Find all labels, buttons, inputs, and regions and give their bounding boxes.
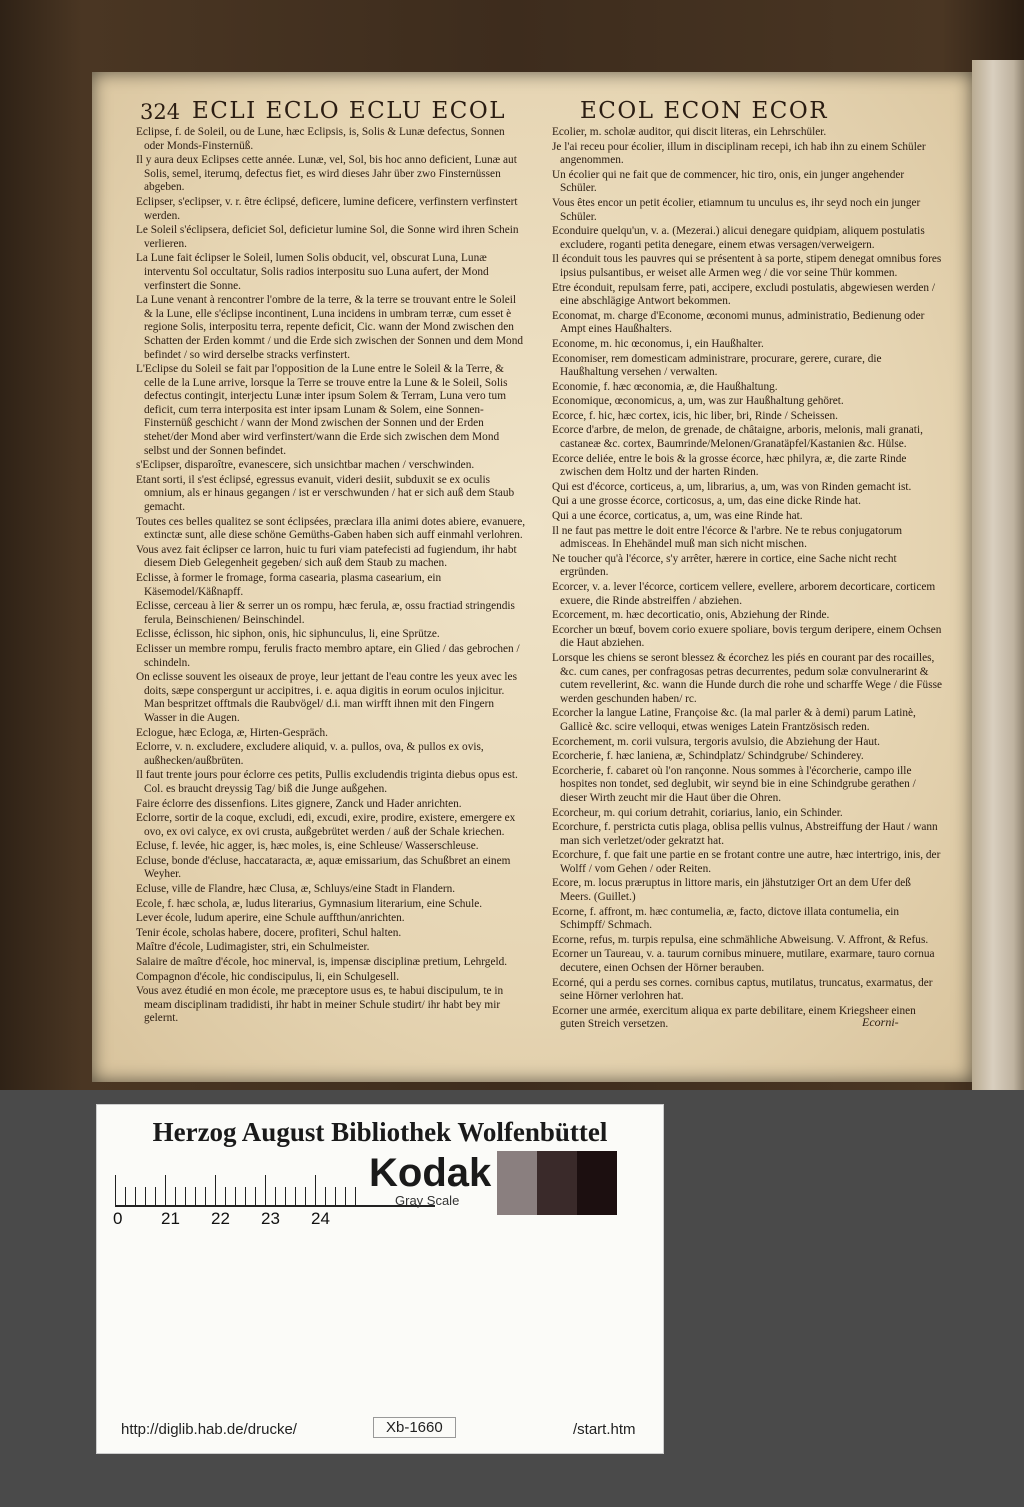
dictionary-entry: Ecorcher un bœuf, bovem corio exuere spoliare, bovis tergum deripere, einem Ochsen die Haut abziehen. xyxy=(552,623,942,650)
scale-tick xyxy=(255,1187,256,1205)
dictionary-entry: Faire éclorre des dissenfions. Lites gignere, Zanck und Hader anrichten. xyxy=(136,797,462,810)
dictionary-entry: Il ne faut pas mettre le doit entre l'écorce & l'arbre. Ne te rebus conjugatorum admisceas. In Ehehändel muß man sich nicht mischen. xyxy=(552,524,903,551)
scale-number: 21 xyxy=(161,1209,180,1228)
dictionary-entry: Economat, m. charge d'Econome, œconomi munus, administratio, Bedienung oder Ampt eines Haußhalters. xyxy=(552,309,925,336)
scale-tick xyxy=(215,1175,216,1205)
scale-number: 23 xyxy=(261,1209,280,1228)
dictionary-entry: Eclorre, sortir de la coque, excludi, edi, excudi, exire, prodire, existere, emergere ex ovo, ex ovi calyce, ex ovi crusta, außgebrütet werden / auß der Schale kriechen. xyxy=(136,812,516,838)
dictionary-entry: Ecorne, f. affront, m. hæc contumelia, æ, facto, dictove illata contumelia, ein Schimpff/ Schmach. xyxy=(552,905,900,932)
scale-tick xyxy=(175,1187,176,1205)
left-dictionary-column xyxy=(136,126,526,1027)
dictionary-entry: On eclisse souvent les oiseaux de proye, leur jettant de l'eau contre les yeux avec les doits, sæpe conspergunt ur accipitres, i. e. aqua digitis in eorum oculos injicitur. Man bespritzet offtmals die Raubvögel/ d.i. man wirfft ihnen mit den Fingern Wasser in die Augen. xyxy=(136,671,517,724)
library-url: http://diglib.hab.de/drucke/ xyxy=(121,1421,297,1438)
right-dictionary-column xyxy=(552,126,942,1033)
scale-tick xyxy=(165,1175,166,1205)
scale-tick xyxy=(205,1187,206,1205)
dictionary-entry: Ecore, m. locus præruptus in littore maris, ein jähstutziger Ort an dem Ufer deß Meers. (Guillet.) xyxy=(552,877,911,904)
scale-tick xyxy=(125,1187,126,1205)
scale-tick xyxy=(115,1175,116,1205)
dictionary-entry: La Lune venant à rencontrer l'ombre de la terre, & la terre se trouvant entre le Soleil & la Lune, elle s'éclipse incontinent, Luna incidens in umbram terræ, cum esset è regione Solis, interpositu terra, repente deficit, Cic. wann der Mond zwischen den Schatten der Erden kommt / und die Erde sich zwischen der Sonnen und dem Mond befindet / so wird derselbe stracks verfinstert. xyxy=(136,294,523,361)
dictionary-entry: Toutes ces belles qualitez se sont éclipsées, præclara illa animi dotes abiere, evanuere, extinctæ sunt, alle diese schöne Gemüths-Gaben haben sich auff einmahl verlohren. xyxy=(136,515,526,542)
page-number: 324 xyxy=(140,100,181,124)
gray-swatch-dark xyxy=(537,1151,577,1215)
dictionary-entry: Ecorchement, m. corii vulsura, tergoris avulsio, die Abziehung der Haut. xyxy=(552,735,880,748)
dictionary-entry: Il faut trente jours pour éclorre ces petits, Pullis excludendis triginta diebus opus est. Col. es braucht dreyssig Tag/ biß die Junge außgehen. xyxy=(136,769,518,795)
dictionary-entry: Economique, œconomicus, a, um, was zur Haußhaltung gehöret. xyxy=(552,395,844,408)
dictionary-entry: Economiser, rem domesticam administrare, procurare, gerere, curare, die Haußhaltung versehen / verwalten. xyxy=(552,352,882,379)
dictionary-entry: Ecorcement, m. hæc decorticatio, onis, Abziehung der Rinde. xyxy=(552,609,830,622)
dictionary-entry: Qui est d'écorce, corticeus, a, um, librarius, a, um, was von Rinden gemacht ist. xyxy=(552,480,912,493)
scale-tick xyxy=(295,1187,296,1205)
dictionary-entry: Ecorce d'arbre, de melon, de grenade, de châtaigne, arboris, melonis, mali granati, castaneæ &c. cortex, Baumrinde/Melonen/Granatäpfel/Kastanien &c. Hülse. xyxy=(552,424,923,451)
dictionary-entry: Ecorce, f. hic, hæc cortex, icis, hic liber, bri, Rinde / Scheissen. xyxy=(552,409,838,422)
scale-number: 24 xyxy=(311,1209,330,1228)
scale-tick xyxy=(185,1187,186,1205)
scale-tick xyxy=(245,1187,246,1205)
url-row xyxy=(97,1415,663,1445)
dictionary-entry: La Lune fait éclipser le Soleil, lumen Solis obducit, vel, obscurat Luna, Lunæ interventu Sol occultatur, Solis radios interpositu suo Luna aufert, der Mond verfinstert die Sonne. xyxy=(136,252,489,292)
dictionary-entry: Ecorcer, v. a. lever l'écorce, corticem vellere, evellere, arborem decorticare, corticem exuere, die Rinde abstreiffen / abziehen. xyxy=(552,581,936,607)
shelfmark: Xb-1660 xyxy=(373,1417,456,1438)
dictionary-entry: Eclisse, cerceau à lier & serrer un os rompu, hæc ferula, æ, ossu fractiad stringendis ferula, Beinschienen/ Beinschindel. xyxy=(136,600,515,626)
scale-number: 0 xyxy=(113,1209,123,1228)
dictionary-entry: Vous êtes encor un petit écolier, etiamnum tu unculus es, ihr seyd noch ein junger Schüler. xyxy=(552,196,921,223)
scale-tick xyxy=(315,1175,316,1205)
dictionary-entry: Ecluse, f. levée, hic agger, is, hæc moles, is, eine Schleuse/ Wasserschleuse. xyxy=(136,840,479,853)
scale-tick xyxy=(305,1187,306,1205)
dictionary-entry: Maître d'école, Ludimagister, stri, ein Schulmeister. xyxy=(136,941,370,954)
scale-tick xyxy=(335,1187,336,1205)
scale-tick xyxy=(135,1187,136,1205)
scale-tick xyxy=(275,1187,276,1205)
dictionary-entry: Eclisse, à former le fromage, forma casearia, plasma casearium, ein Käsemodel/Käßnapff. xyxy=(136,572,442,598)
scale-tick xyxy=(145,1187,146,1205)
dictionary-entry: Ecorne, refus, m. turpis repulsa, eine schmähliche Abweisung. V. Affront, & Refus. xyxy=(552,933,929,946)
dictionary-entry: Ecorce deliée, entre le bois & la grosse écorce, hæc philyra, æ, die zarte Rinde zwischen dem Holtz und der harten Rinden. xyxy=(552,452,907,479)
scale-tick xyxy=(195,1187,196,1205)
dictionary-entry: Ecolier, m. scholæ auditor, qui discit literas, ein Lehrschüler. xyxy=(552,126,827,138)
dictionary-entry: Je l'ai receu pour écolier, illum in disciplinam recepi, ich hab ihn zu einem Schüler angenommen. xyxy=(552,140,926,167)
dictionary-entry: Ecole, f. hæc schola, æ, ludus literarius, Gymnasium literarium, eine Schule. xyxy=(136,897,483,910)
dictionary-entry: Ecorchure, f. que fait une partie en se frotant contre une autre, hæc intertrigo, inis, der Wolff / vom Gehen / oder Reiten. xyxy=(552,849,941,875)
dictionary-entry: Ecluse, bonde d'écluse, haccataracta, æ, aquæ emissarium, das Schußbret an einem Weyher. xyxy=(136,854,511,881)
dictionary-entry: Lorsque les chiens se seront blessez & écorchez les piés en courant par des rocailles, &c. cum canes, per confragosas petras decurrentes, pedum solæ convulnerarint & cutem revellerint, &c. wann die Hunde durch die rohe und scharffe Wege / die Füsse werden geschunden haben/ rc. xyxy=(552,651,943,705)
dictionary-entry: Ecluse, ville de Flandre, hæc Clusa, æ, Schluys/eine Stadt in Flandern. xyxy=(136,883,456,896)
dictionary-entry: Ecorcheur, m. qui corium detrahit, coriarius, lanio, ein Schinder. xyxy=(552,806,843,819)
scale-tick xyxy=(345,1187,346,1205)
gray-scale-label: Gray Scale xyxy=(395,1193,460,1208)
dictionary-entry: Eclipse, f. de Soleil, ou de Lune, hæc Eclipsis, is, Solis & Lunæ defectus, Sonnen oder Monds-Finsternüß. xyxy=(136,126,505,152)
dictionary-entry: L'Eclipse du Soleil se fait par l'opposition de la Lune entre le Soleil & la Terre, & celle de la Lune arrive, lorsque la Terre se trouve entre la Lune & le Soleil, Solis defectus contingit, interjectu Lunæ inter ipsum Solem & Terram, Luna vero tum deficit, cum terra interposita est inter ipsam Lunam & Solem, eine Sonnen-Finsternüß geschicht / wann der Mond zwischen der Sonnen und der Erden stehet/der Mond aber wird verfinstert/wann die Erde sich zwischen dem Mond selbst und der Sonnen befindet. xyxy=(136,363,508,457)
dictionary-entry: Eclisser un membre rompu, ferulis fracto membro aptare, ein Glied / das gebrochen / schindeln. xyxy=(136,642,520,669)
dictionary-entry: Ne toucher qu'à l'écorce, s'y arrêter, hærere in cortice, eine Sache nicht recht ergründen. xyxy=(552,552,897,579)
dictionary-entry: Qui a une grosse écorce, corticosus, a, um, das eine dicke Rinde hat. xyxy=(552,495,861,508)
dictionary-entry: Compagnon d'école, hic condiscipulus, li, ein Schulgesell. xyxy=(136,970,400,983)
dictionary-entry: Ecorcherie, f. hæc lanienа, æ, Schindplatz/ Schindgrube/ Schinderey. xyxy=(552,750,864,763)
dictionary-entry: Le Soleil s'éclipsera, deficiet Sol, deficietur lumine Sol, die Sonne wird ihren Schein verlieren. xyxy=(136,224,519,250)
dictionary-entry: s'Eclipser, disparoître, evanescere, sich unsichtbar machen / verschwinden. xyxy=(136,459,475,472)
dictionary-entry: Etre éconduit, repulsam ferre, pati, accipere, excludi postulatis, abgewiesen werden / eine abschlägige Antwort bekommen. xyxy=(552,281,935,308)
dictionary-entry: Ecorné, qui a perdu ses cornes. cornibus captus, mutilatus, truncatus, exarmatus, der seine Hörner verlohren hat. xyxy=(552,976,933,1003)
dictionary-entry: Un écolier qui ne fait que de commencer, hic tiro, onis, ein junger angehender Schüler. xyxy=(552,168,905,195)
dictionary-entry: Salaire de maître d'école, hoc minerval, is, impensæ disciplinæ pretium, Lehrgeld. xyxy=(136,956,508,969)
dictionary-entry: Qui a une écorce, corticatus, a, um, was eine Rinde hat. xyxy=(552,510,803,523)
dictionary-entry: Vous avez étudié en mon école, me præceptore usus es, te habui discipulum, te in meam disciplinam tradidisti, ihr habt in meiner Schule studirt/ ihr habt bey mir gelernt. xyxy=(136,985,504,1025)
dictionary-entry: Eclisse, éclisson, hic siphon, onis, hic siphunculus, li, eine Sprütze. xyxy=(136,628,440,641)
dictionary-entry: Econduire quelqu'un, v. a. (Mezerai.) alicui denegare quidpiam, aliquem postulatis excludere, roganti petita denegare, einem etwas versagen/verweigern. xyxy=(552,225,925,251)
catchword: Ecorni- xyxy=(862,1015,899,1029)
scale-tick xyxy=(285,1187,286,1205)
dictionary-entry: Ecorchure, f. perstricta cutis plaga, oblisa pellis vulnus, Abstreiffung der Haut / wann man sich verletzet/oder gekratzt hat. xyxy=(552,821,938,847)
dictionary-entry: Eclorre, v. n. excludere, excludere aliquid, v. a. pullos, ova, & pullos ex ovis, außhecken/außbrüten. xyxy=(136,741,484,767)
dictionary-entry: Eclogue, hæc Ecloga, æ, Hirten-Gespräch. xyxy=(136,726,328,739)
dictionary-entry: Il y aura deux Eclipses cette année. Lunæ, vel, Sol, bis hoc anno deficient, Lunæ aut Solis, semel, iterumq, defectus fiet, es wird dieses Jahr über zwo Finsternüssen abgeben. xyxy=(136,154,517,194)
scale-tick xyxy=(325,1187,326,1205)
gray-swatch-light xyxy=(497,1151,537,1215)
scale-tick xyxy=(265,1175,266,1205)
dictionary-entry: Ecorner une armée, exercitum aliqua ex parte debilitare, einem Kriegsheer einen guten Streich versetzen. xyxy=(552,1004,916,1031)
gray-swatch-black xyxy=(577,1151,617,1215)
kodak-logo: Kodak xyxy=(369,1151,492,1195)
scale-tick xyxy=(235,1187,236,1205)
library-name: Herzog August Bibliothek Wolfenbüttel xyxy=(152,1117,608,1147)
dictionary-entry: Econome, m. hic œconomus, i, ein Haußhalter. xyxy=(552,337,764,350)
right-running-title: ECOL ECON ECOR xyxy=(580,98,829,124)
dictionary-entry: Ecorcher la langue Latine, Françoise &c. (la mal parler & à demi) parum Latinè, Gallicè &c. scire velloqui, etwas weniges Latein Frantzösisch reden. xyxy=(552,707,916,733)
dictionary-entry: Eclipser, s'eclipser, v. r. être éclipsé, deficere, lumine deficere, verfinstern verfinstert werden. xyxy=(136,195,518,222)
scale-tick xyxy=(355,1187,356,1205)
scale-tick xyxy=(155,1187,156,1205)
dictionary-entry: Economie, f. hæc œconomia, æ, die Haußhaltung. xyxy=(552,380,778,393)
dictionary-entry: Etant sorti, il s'est éclipsé, egressus evanuit, videri desiit, subduxit se ex oculis omnium, als er hinaus gegangen / ist er verschwunden / hat er sich auß dem Staub gemacht. xyxy=(136,473,515,514)
dictionary-entry: Il éconduit tous les pauvres qui se présentent à sa porte, stipem denegat omnibus fores ipsius pulsantibus, er weiset alle Armen weg / die vor seine Thür kommen. xyxy=(552,253,942,279)
adjacent-page-edge xyxy=(972,60,1024,1090)
start-page: /start.htm xyxy=(573,1421,636,1438)
library-target-card xyxy=(96,1104,664,1454)
dictionary-entry: Vous avez fait éclipser ce larron, huic tu furi viam patefecisti ad fugiendum, ihr habt diesem Dieb Gelegenheit gegeben/ sich auß dem Staub zu machen. xyxy=(136,543,517,570)
dictionary-entry: Lever école, ludum aperire, eine Schule auffthun/anrichten. xyxy=(136,912,405,925)
scale-tick xyxy=(225,1187,226,1205)
dictionary-entry: Tenir école, scholas habere, docere, profiteri, Schul halten. xyxy=(136,926,402,939)
dictionary-entry: Ecorcherie, f. cabaret où l'on rançonne. Nous sommes à l'écorcherie, campo ille hospites non tondet, sed deglubit, wir seynd bie in eine Schindgrube gerathen / dieser Wirth zeucht mir die Haut über die Ohren. xyxy=(552,764,916,804)
left-running-title: ECLI ECLO ECLU ECOL xyxy=(192,98,507,124)
dictionary-entry: Ecorner un Taureau, v. a. taurum cornibus minuere, mutilare, exarmare, tauro cornua decutere, einen Ochsen der Hörner berauben. xyxy=(552,948,935,975)
scale-number: 22 xyxy=(211,1209,230,1228)
scale-numbers xyxy=(111,1209,441,1231)
